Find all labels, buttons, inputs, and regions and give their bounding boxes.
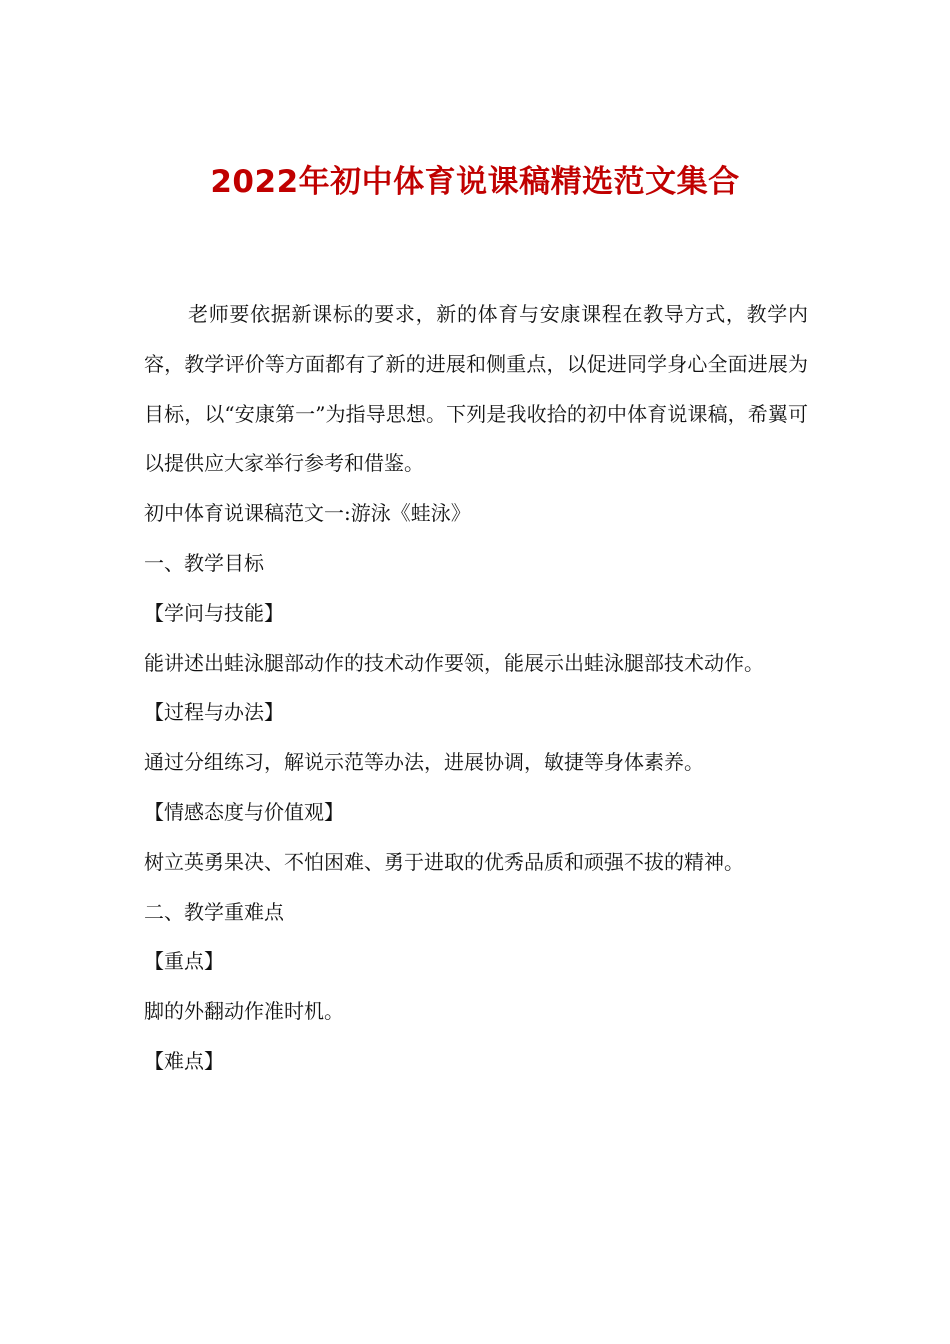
subheading-process-methods: 【过程与办法】 xyxy=(144,700,284,725)
intro-paragraph: 老师要依据新课标的要求，新的体育与安康课程在教导方式，教学内容，教学评价等方面都有了新的进展和侧重点，以促进同学身心全面进展为目标，以“安康第一”为指导思想。下列是我收拾的初中体育说课稿，希翼可以提供应大家举行参考和借鉴。 xyxy=(144,302,808,476)
paragraph-process-methods: 通过分组练习，解说示范等办法，进展协调，敏捷等身体素养。 xyxy=(144,750,704,775)
document-title: 2022年初中体育说课稿精选范文集合 xyxy=(210,164,740,200)
paragraph-key-point: 脚的外翻动作准时机。 xyxy=(144,999,344,1024)
subheading-difficult-point: 【难点】 xyxy=(144,1048,224,1073)
paragraph-knowledge-skills: 能讲述出蛙泳腿部动作的技术动作要领，能展示出蛙泳腿部技术动作。 xyxy=(144,650,764,675)
section-heading-key-difficult-points: 二、教学重难点 xyxy=(144,899,284,924)
sample-heading: 初中体育说课稿范文一:游泳《蛙泳》 xyxy=(144,501,471,526)
document-body xyxy=(144,290,808,1087)
subheading-key-point: 【重点】 xyxy=(144,949,224,974)
subheading-knowledge-skills: 【学问与技能】 xyxy=(144,600,284,625)
section-heading-teaching-goals: 一、教学目标 xyxy=(144,550,264,575)
subheading-emotion-values: 【情感态度与价值观】 xyxy=(144,799,344,824)
paragraph-emotion-values: 树立英勇果决、不怕困难、勇于进取的优秀品质和顽强不拔的精神。 xyxy=(144,849,744,874)
